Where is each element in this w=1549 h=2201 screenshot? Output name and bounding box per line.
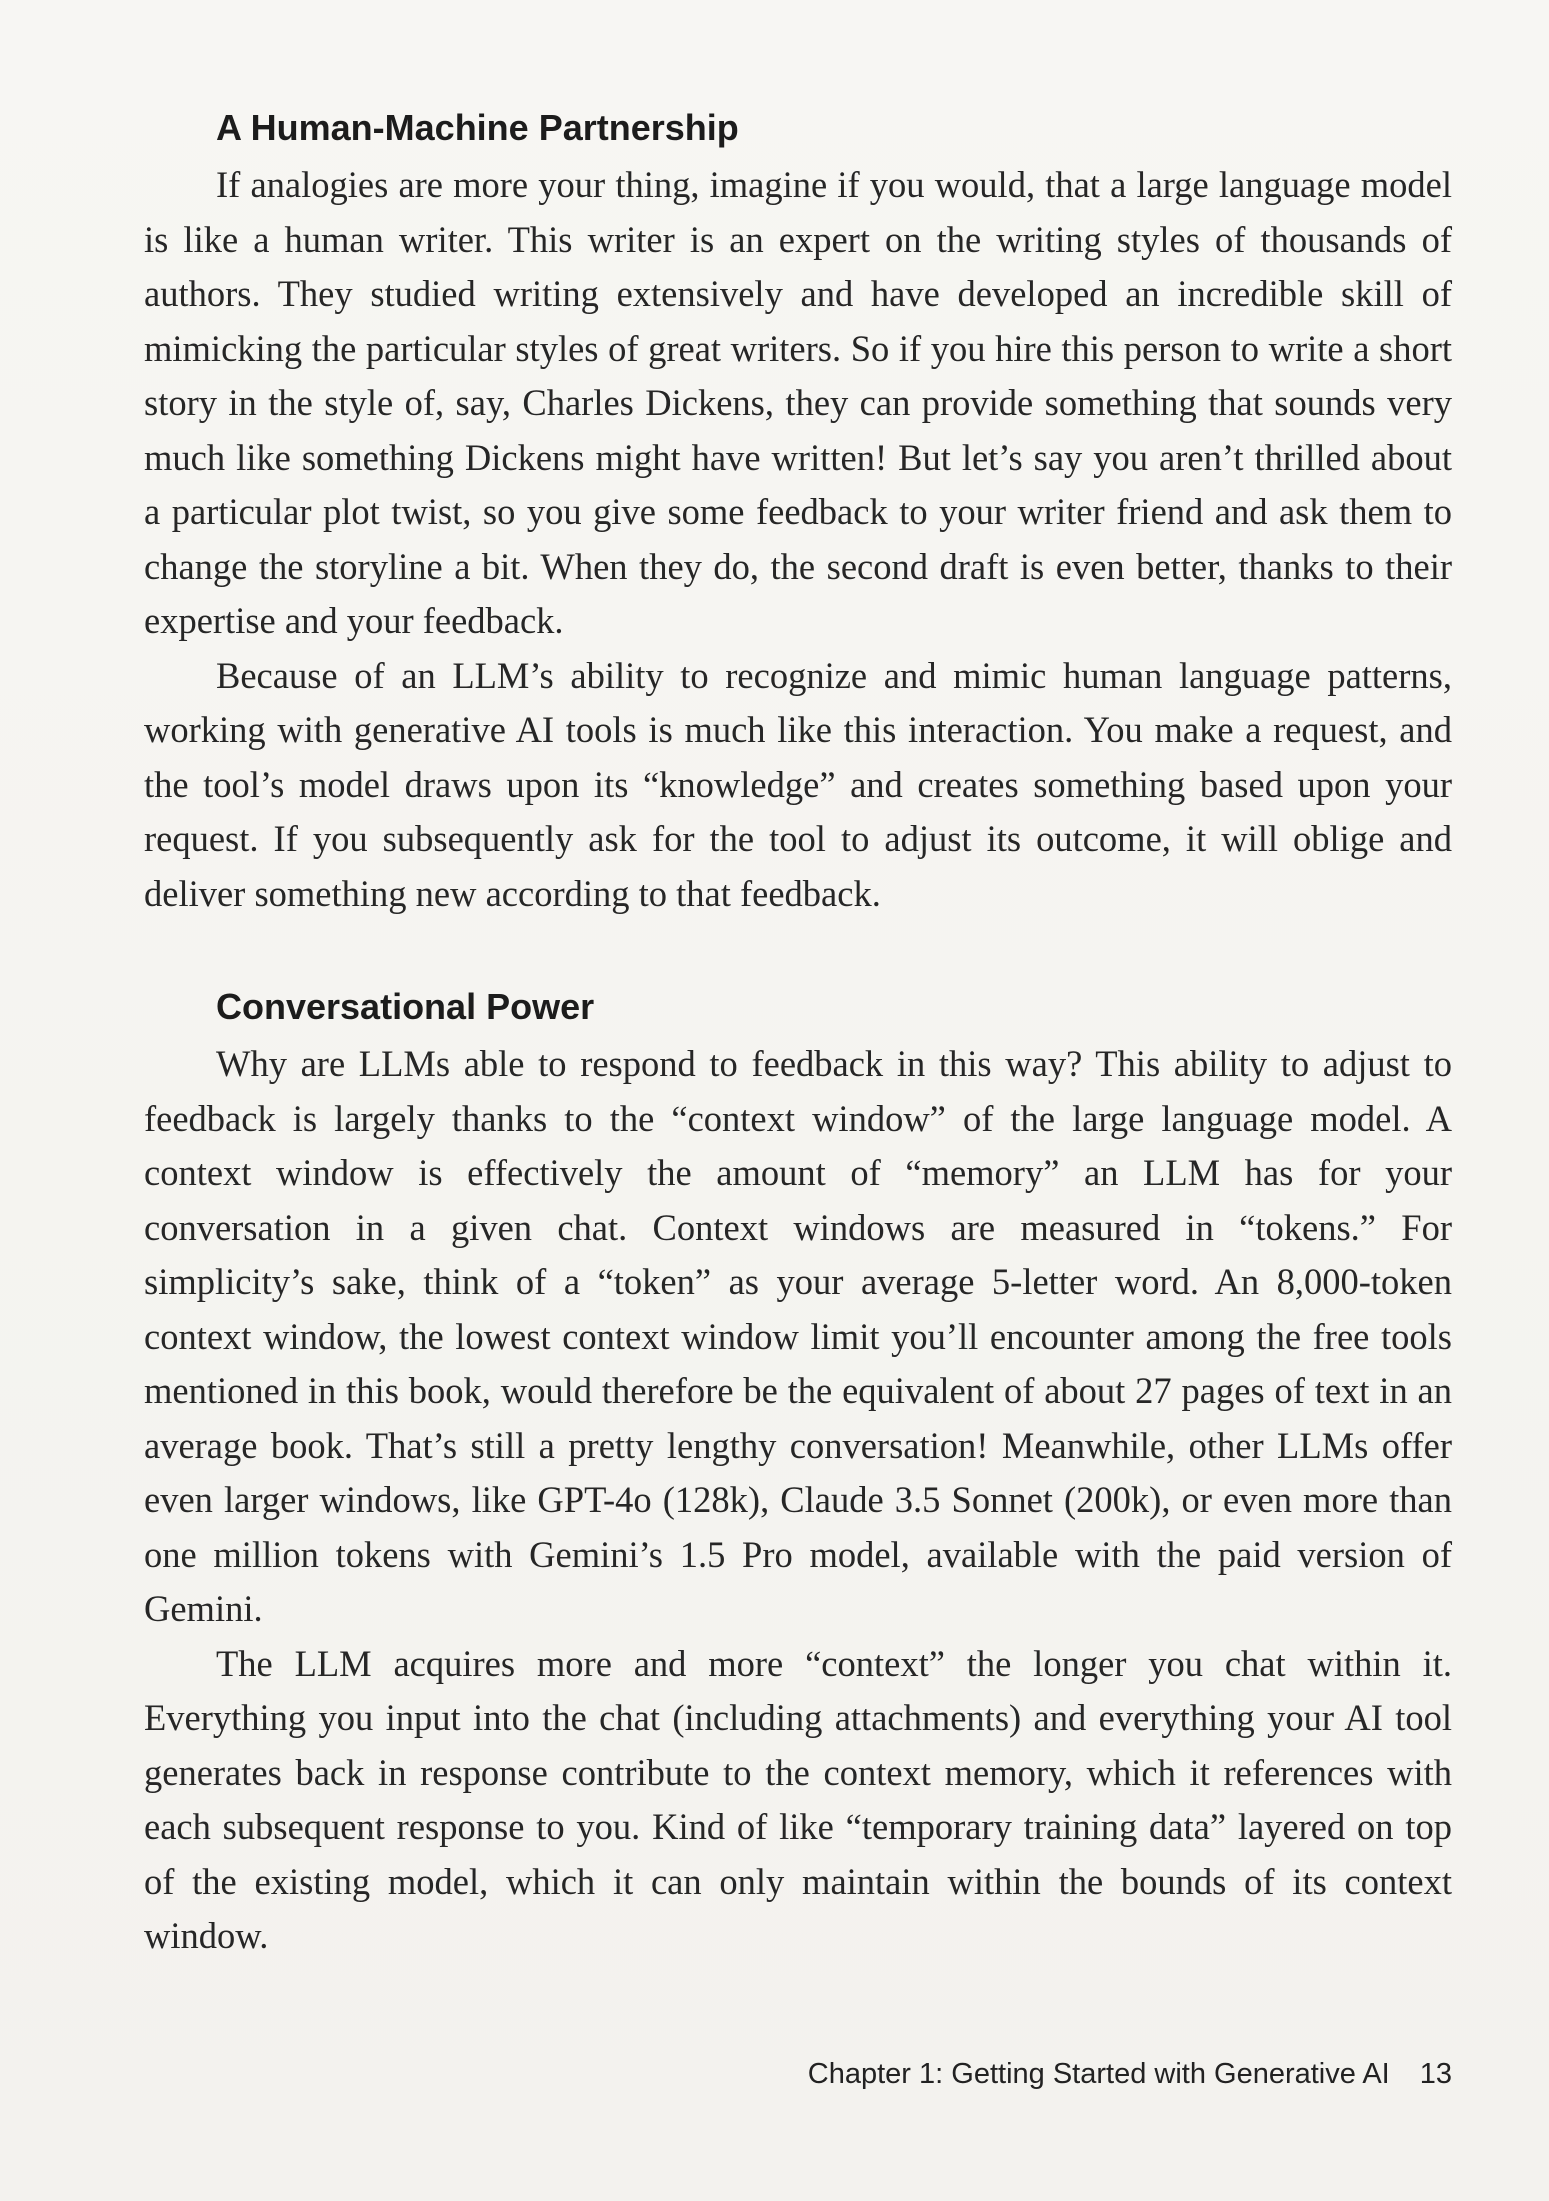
paragraph: Because of an LLM’s ability to recognize and mimic human language patterns, working with generative AI tools is much like this interaction. You make a request, and the tool’s model draws upon its “knowledge” and creates something based upon your request. If you subsequently ask for the tool to adjust its outcome, it will oblige and deliver something new according to that feedback.: [144, 654, 1452, 914]
paragraph: The LLM acquires more and more “context” the longer you chat within it. Everything you input into the chat (including attachments) and everything your AI tool generates back in response contribute to the context memory, which it references with each subsequent response to you. Kind of like “temporary training data” layered on top of the existing model, which it can only maintain within the bounds of its context window.: [144, 1642, 1452, 1956]
section-heading-conversational-power: Conversational Power: [216, 986, 595, 1027]
paragraph: If analogies are more your thing, imagine if you would, that a large language model is like a human writer. This writer is an expert on the writing styles of thousands of authors. They studied writing extensively and have developed an incredible skill of mimicking the particular styles of great writers. So if you hire this person to write a short story in the style of, say, Charles Dickens, they can provide something that sounds very much like something Dickens might have written! But let’s say you aren’t thrilled about a particular plot twist, so you give some feedback to your writer friend and ask them to change the storyline a bit. When they do, the second draft is even better, thanks to their expertise and your feedback.: [144, 164, 1452, 641]
page-footer: [808, 2058, 1452, 2091]
paragraph: Why are LLMs able to respond to feedback in this way? This ability to adjust to feedback is largely thanks to the “context window” of the large language model. A context window is effectively the amount of “memory” an LLM has for your conversation in a given chat. Context windows are measured in “tokens.” For simplicity’s sake, think of a “token” as your average 5-letter word. An 8,000-token context window, the lowest context window limit you’ll encounter among the free tools mentioned in this book, would therefore be the equivalent of about 27 pages of text in an average book. That’s still a pretty lengthy conversation! Meanwhile, other LLMs offer even larger windows, like GPT-4o (128k), Claude 3.5 Sonnet (200k), or even more than one million tokens with Gemini’s 1.5 Pro model, available with the paid version of Gemini.: [144, 1043, 1452, 1629]
page-number: 13: [1419, 2058, 1452, 2090]
running-footer-chapter: Chapter 1: Getting Started with Generative AI: [807, 2058, 1390, 2090]
section-heading-partnership: A Human-Machine Partnership: [216, 107, 739, 148]
page-body: [144, 102, 1452, 1964]
